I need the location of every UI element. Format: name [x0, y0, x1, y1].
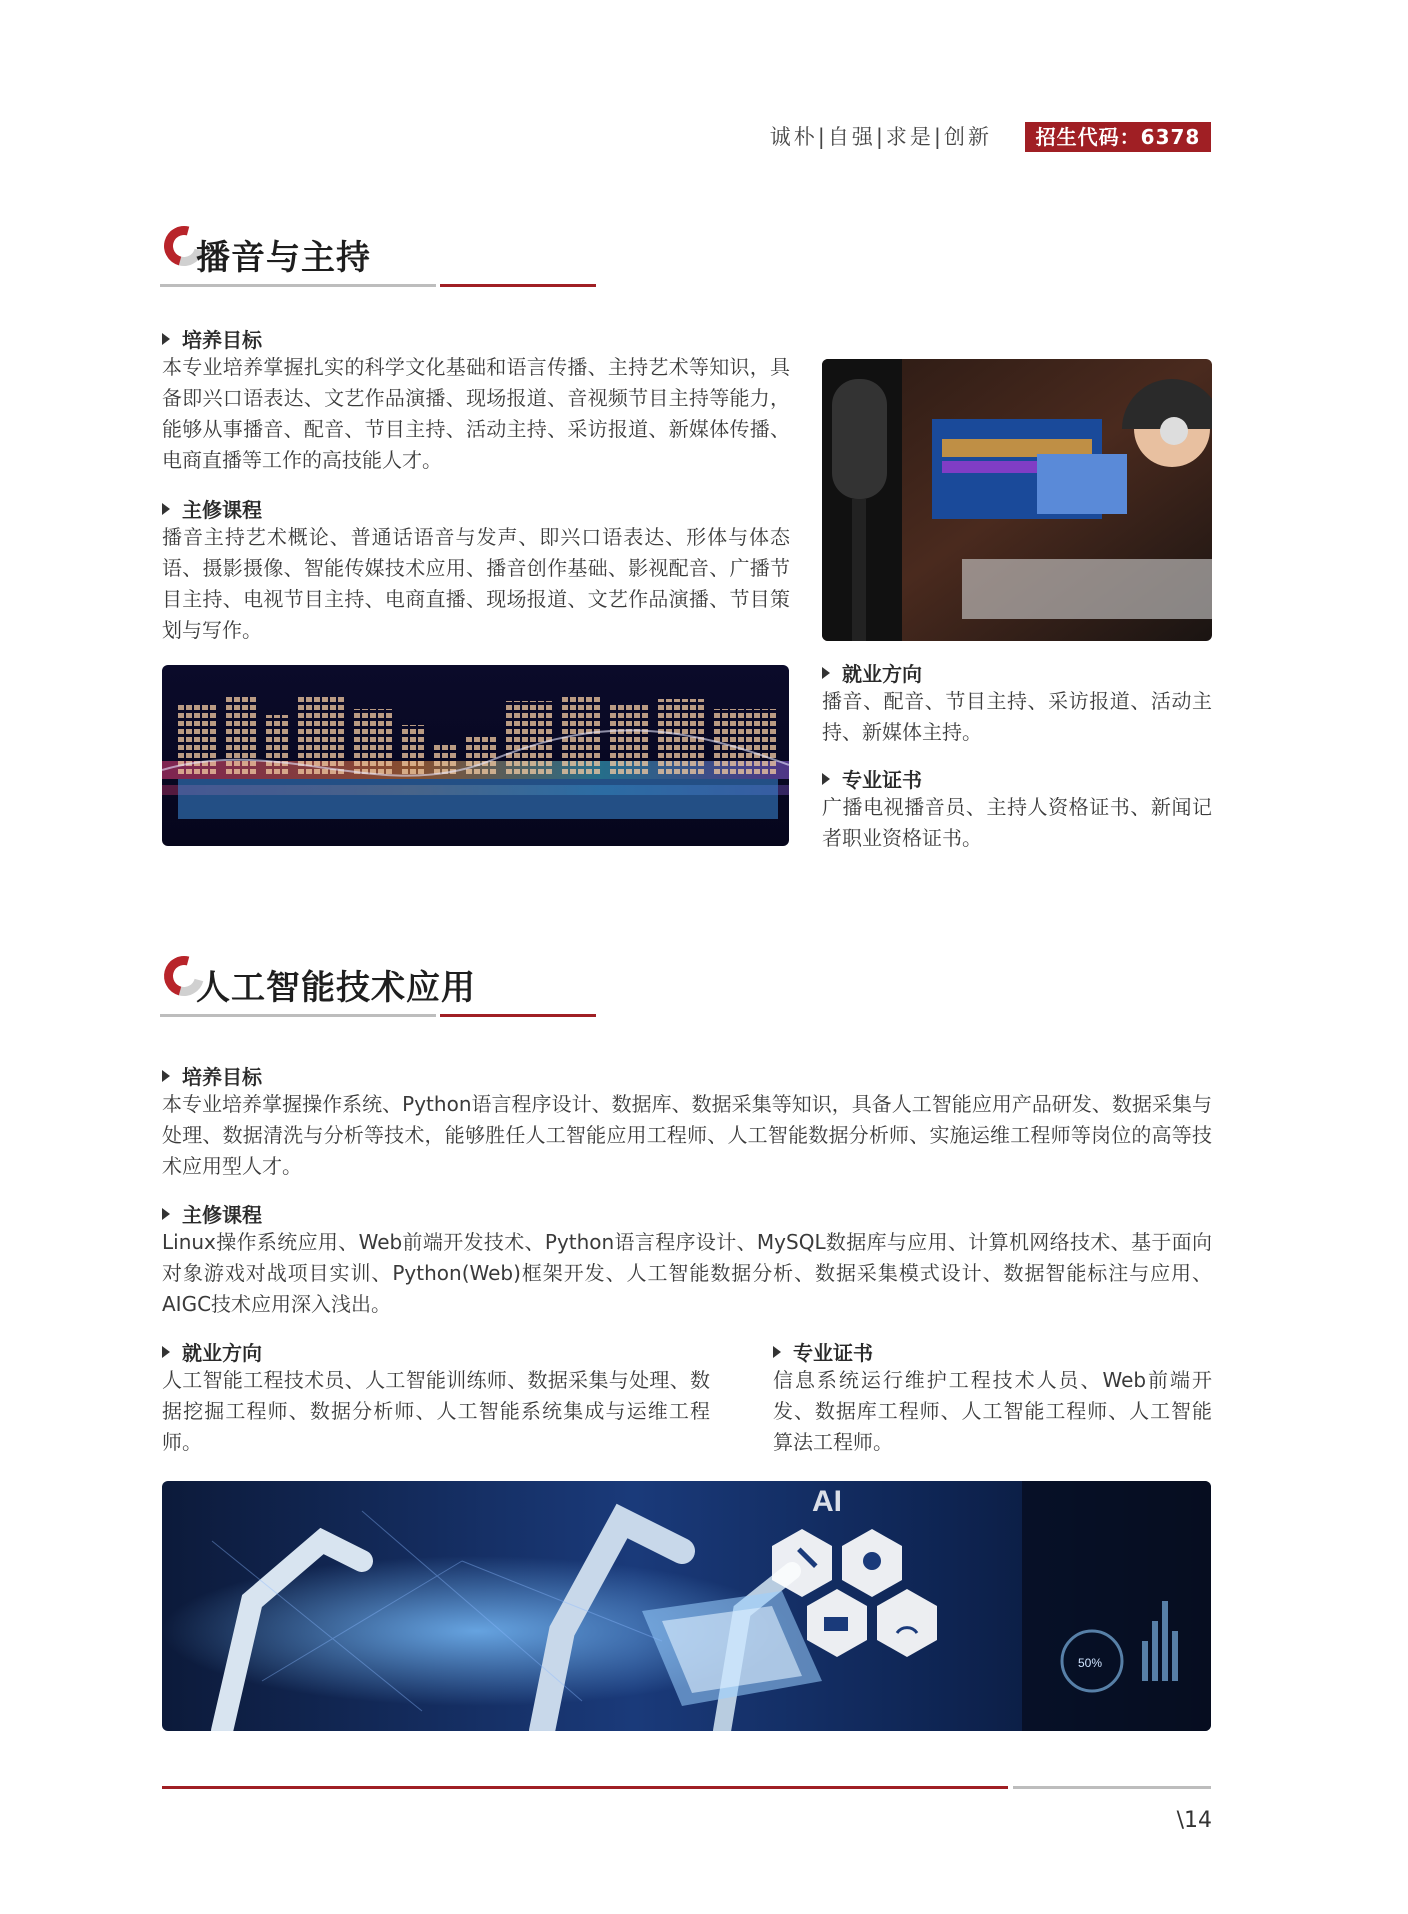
section-header-ai — [160, 954, 596, 1024]
triangle-bullet-icon — [822, 667, 830, 679]
course-text: Linux操作系统应用、Web前端开发技术、Python语言程序设计、MySQL数据库与应用、计算机网络技术、基于面向对象游戏对战项目实训、Python(Web)框架开发、人工智能数据分析、数据采集模式设计、数据智能标注与应用、AIGC技术应用深入浅出。 — [162, 1230, 1212, 1316]
footer-rule-grey — [1013, 1786, 1211, 1789]
section-title: 播音与主持 — [196, 238, 371, 278]
career-text: 人工智能工程技术员、人工智能训练师、数据采集与处理、数据挖掘工程师、数据分析师、人工智能系统集成与运维工程师。 — [162, 1368, 710, 1454]
course-heading: 主修课程 — [162, 1199, 262, 1228]
title-rule-red — [440, 284, 596, 287]
goal-text: 本专业培养掌握操作系统、Python语言程序设计、数据库、数据采集等知识，具备人工智能应用产品研发、数据采集与处理、数据清洗与分析等技术，能够胜任人工智能应用工程师、人工智能数据分析师、实施运维工程师等岗位的高等技术应用型人才。 — [162, 1092, 1212, 1178]
cert-heading: 专业证书 — [822, 764, 922, 793]
footer-rule-red — [162, 1786, 1008, 1789]
career-heading: 就业方向 — [162, 1337, 262, 1366]
triangle-bullet-icon — [822, 773, 830, 785]
goal-text: 本专业培养掌握扎实的科学文化基础和语言传播、主持艺术等知识，具备即兴口语表达、文艺作品演播、现场报道、音视频节目主持等能力，能够从事播音、配音、节目主持、活动主持、采访报道、新媒体传播、电商直播等工作的高技能人才。 — [162, 355, 790, 472]
career-heading: 就业方向 — [822, 658, 922, 687]
title-rule-grey — [160, 284, 436, 287]
career-text: 播音、配音、节目主持、采访报道、活动主持、新媒体主持。 — [822, 689, 1212, 744]
cert-text: 广播电视播音员、主持人资格证书、新闻记者职业资格证书。 — [822, 795, 1212, 850]
school-motto: 诚朴|自强|求是|创新 — [769, 125, 992, 149]
triangle-bullet-icon — [162, 1208, 170, 1220]
course-heading: 主修课程 — [162, 494, 262, 523]
page-number: \14 — [1176, 1808, 1212, 1833]
goal-heading: 培养目标 — [162, 324, 262, 353]
triangle-bullet-icon — [773, 1346, 781, 1358]
section-title: 人工智能技术应用 — [196, 968, 476, 1008]
triangle-bullet-icon — [162, 1346, 170, 1358]
cert-heading: 专业证书 — [773, 1337, 873, 1366]
title-rule-grey — [160, 1014, 436, 1017]
banner-percent-label: 50% — [1078, 1656, 1103, 1670]
cert-text: 信息系统运行维护工程技术人员、Web前端开发、数据库工程师、人工智能工程师、人工智能算法工程师。 — [773, 1368, 1212, 1454]
section-header-broadcasting — [160, 224, 596, 294]
triangle-bullet-icon — [162, 503, 170, 515]
enrollment-code-badge: 招生代码：6378 — [1025, 122, 1211, 152]
triangle-bullet-icon — [162, 333, 170, 345]
ai-banner-label: AI — [812, 1485, 842, 1518]
course-text: 播音主持艺术概论、普通话语音与发声、即兴口语表达、形体与体态语、摄影摄像、智能传媒技术应用、播音创作基础、影视配音、广播节目主持、电视节目主持、电商直播、现场报道、文艺作品演播、节目策划与写作。 — [162, 525, 790, 642]
ai-robotics-banner-image — [162, 1481, 1211, 1731]
goal-heading: 培养目标 — [162, 1061, 262, 1090]
triangle-bullet-icon — [162, 1070, 170, 1082]
audio-equalizer-image — [162, 665, 789, 846]
studio-host-photo — [822, 359, 1212, 641]
title-rule-red — [440, 1014, 596, 1017]
